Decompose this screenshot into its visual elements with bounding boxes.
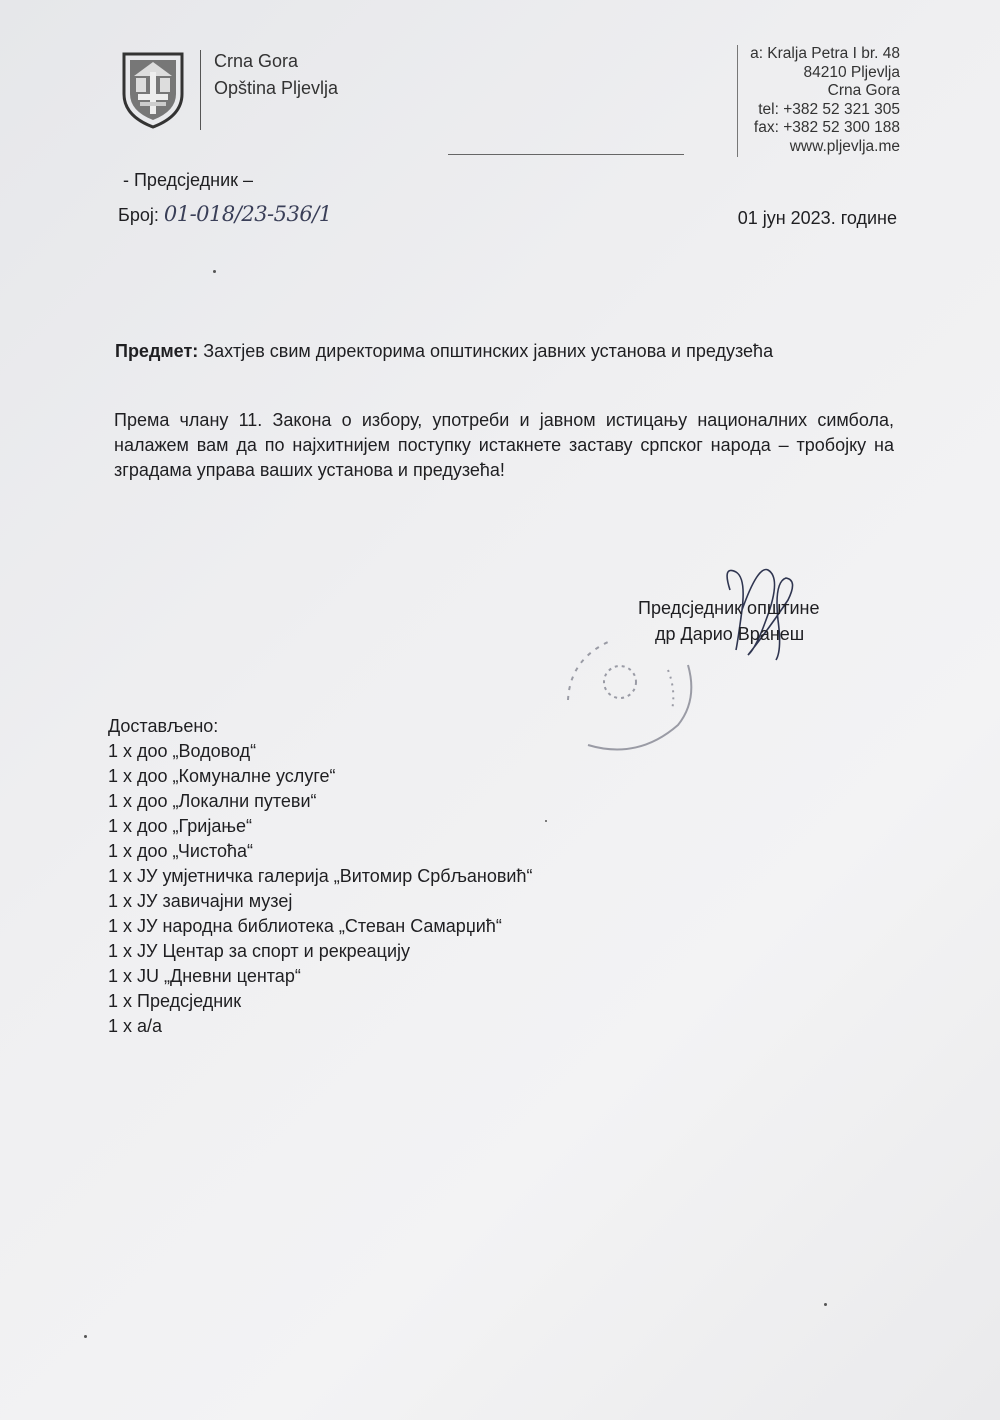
- address-tel: tel: +382 52 321 305: [758, 100, 900, 118]
- address-web: www.pljevlja.me: [789, 137, 900, 155]
- list-item: 1 х ЈУ завичајни музеј: [108, 891, 293, 911]
- address-divider: [737, 45, 738, 157]
- subject-label: Предмет:: [115, 341, 199, 361]
- address-fax: fax: +382 52 300 188: [753, 119, 900, 136]
- letter-date: 01 јун 2023. године: [737, 208, 897, 228]
- org-country: Crna Gora: [214, 51, 299, 71]
- reference-number-label: Број:: [118, 205, 159, 225]
- signatory-title: Предсједник општине: [638, 598, 820, 618]
- paper-speck: [213, 270, 216, 273]
- municipality-coat-of-arms-icon: [120, 50, 186, 130]
- distribution-list: [108, 714, 532, 1039]
- address-street: a: Kralja Petra I br. 48: [750, 45, 900, 62]
- list-item: 1 х а/а: [108, 1016, 163, 1036]
- header-divider: [200, 50, 201, 130]
- reference-number-value: 01-018/23-536/1: [163, 202, 332, 226]
- list-item: 1 х доо „Чистоћа“: [108, 841, 254, 861]
- paper-speck: [84, 1335, 87, 1338]
- paper-speck: [545, 820, 547, 822]
- address-postal: 84210 Pljevlja: [803, 63, 900, 81]
- list-item: 1 х доо „Гријање“: [108, 816, 252, 836]
- official-stamp-icon: [548, 630, 708, 760]
- letter-body: Према члану 11. Закона о избору, употреби и јавном истицању националних симбола, налажем вам да по најхитнијем поступку истакнете заставу српског народа – тробојку на зградама управа ваших установа и предузећа!: [114, 410, 894, 480]
- subject-text: Захтјев свим директорима општинских јавних установа и предузећа: [203, 341, 774, 361]
- signatory-name: др Дарио Вранеш: [655, 624, 805, 644]
- header-rule: [448, 154, 684, 155]
- sender-role: - Предсједник –: [123, 170, 254, 190]
- list-item: 1 х доо „Водовод“: [108, 741, 257, 761]
- list-item: 1 х доо „Комуналне услуге“: [108, 766, 336, 786]
- subject-line: [115, 341, 773, 362]
- list-item: 1 х доо „Локални путеви“: [108, 791, 317, 811]
- list-item: 1 х ЈУ народна библиотека „Стеван Самарџић“: [108, 916, 502, 936]
- list-item: 1 х ЈУ Центар за спорт и рекреацију: [108, 941, 411, 961]
- paper-speck: [824, 1303, 827, 1306]
- list-item: 1 х ЈУ умјетничка галерија „Витомир Србљановић“: [108, 866, 533, 886]
- reference-number: [118, 202, 332, 226]
- distribution-label: Достављено:: [108, 716, 219, 736]
- org-municipality: Opština Pljevlja: [214, 78, 339, 98]
- address-block: [750, 45, 900, 156]
- address-country: Crna Gora: [827, 82, 900, 99]
- list-item: 1 х Предсједник: [108, 991, 242, 1011]
- list-item: 1 х JU „Дневни центар“: [108, 966, 301, 986]
